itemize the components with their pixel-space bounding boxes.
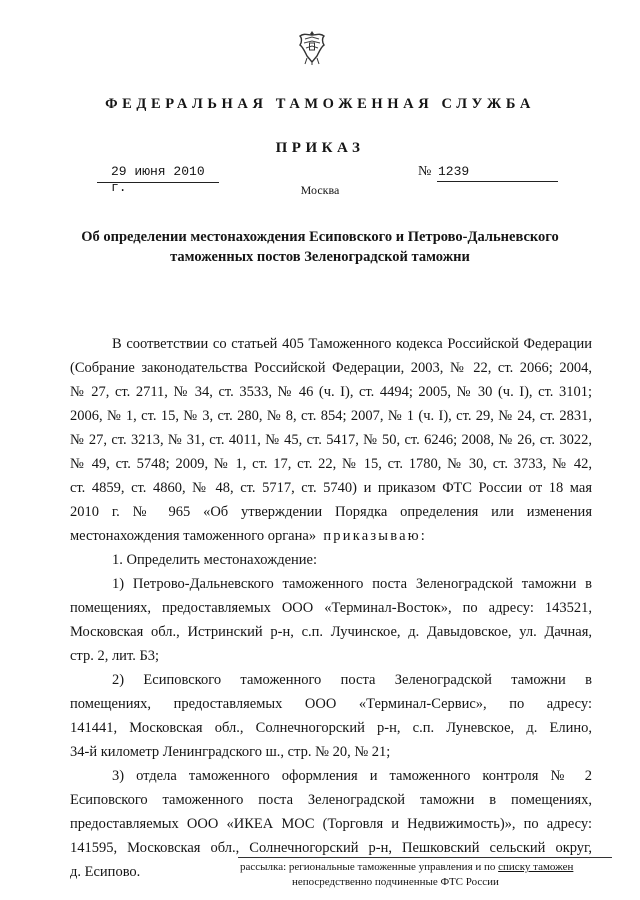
number-field (418, 164, 558, 182)
number-sign: № (418, 164, 432, 179)
body-line-order (70, 524, 592, 548)
order-word: приказываю: (323, 528, 427, 544)
item3-line: д. Есипово. (70, 864, 141, 880)
document-title (80, 228, 560, 267)
footer-line-1 (240, 860, 612, 875)
order-prefix: местонахождения таможенного органа» (70, 528, 317, 544)
title-line: Об определении местонахождения Есиповского и Петрово-Дальневского (81, 229, 559, 245)
item3-line: Есиповского таможенного поста Зеленоградской таможни в помещениях, (70, 792, 592, 808)
footer-underlined: списку таможен (498, 861, 574, 873)
item-heading: 1. Определить местонахождение: (112, 552, 318, 568)
agency-name: ФЕДЕРАЛЬНАЯ ТАМОЖЕННАЯ СЛУЖБА (105, 96, 535, 112)
item3-line: 141595, Московская обл., Солнечногорский р-н, Пешковский сельский округ, (70, 840, 592, 856)
distribution-footer (240, 860, 612, 890)
number-underline (437, 181, 558, 182)
item2-line: 2) Есиповского таможенного поста Зеленоградской таможни в (112, 672, 592, 688)
body-line: (Собрание законодательства Российской Федерации, 2003, № 22, ст. 2066; 2004, (70, 360, 592, 376)
body-line: 2010 г. № 965 «Об утверждении Порядка определения или изменения (70, 504, 592, 520)
document-date: 29 июня 2010 г. (111, 164, 205, 195)
body-line: В соответствии со статьей 405 Таможенного кодекса Российской Федерации (112, 336, 592, 352)
city: Москва (300, 183, 340, 197)
footer-prefix: рассылка: региональные таможенные управления и по (240, 861, 496, 873)
document-number: 1239 (438, 164, 470, 179)
document-type: ПРИКАЗ (275, 140, 365, 156)
item2-line: 141441, Московская обл., Солнечногорский р-н, с.п. Луневское, д. Елино, (70, 720, 592, 736)
date-field (97, 164, 219, 195)
item1-line: помещениях, предоставляемых ООО «Терминал-Восток», по адресу: 143521, (70, 600, 592, 616)
item1-line: стр. 2, лит. Б3; (70, 648, 160, 664)
body-line: ст. 4859, ст. 4860, № 48, ст. 5717, ст. 5740) и приказом ФТС России от 18 мая (70, 480, 592, 496)
item3-line: 3) отдела таможенного оформления и таможенного контроля № 2 (112, 768, 592, 784)
title-line: таможенных постов Зеленоградской таможни (170, 248, 470, 265)
item1-line: Московская обл., Истринский р-н, с.п. Лучинское, д. Давыдовское, ул. Дачная, (70, 624, 592, 640)
body-line: 2006, № 1, ст. 15, № 3, ст. 280, № 8, ст. 854; 2007, № 1 (ч. I), ст. 29, № 24, ст. 2831, (70, 408, 592, 424)
body-line: № 49, ст. 5748; 2009, № 1, ст. 17, ст. 22, № 15, ст. 1780, № 30, ст. 3733, № 42, (70, 456, 592, 472)
body-line: № 27, ст. 3213, № 31, ст. 4011, № 45, ст. 5417, № 50, ст. 6246; 2008, № 26, ст. 3022, (70, 432, 592, 448)
document-body (70, 332, 592, 884)
item3-line: предоставляемых ООО «ИКЕА МОС (Торговля и Недвижимость)», по адресу: (70, 816, 592, 832)
double-headed-eagle-emblem-icon (297, 28, 327, 66)
footer-line-2: непосредственно подчиненные ФТС России (292, 876, 499, 888)
footer-rule (238, 857, 612, 858)
item2-line: 34-й километр Ленинградского ш., стр. № 20, № 21; (70, 744, 391, 760)
item1-line: 1) Петрово-Дальневского таможенного поста Зеленоградской таможни в (112, 576, 592, 592)
body-line: № 27, ст. 2711, № 34, ст. 3533, № 46 (ч. I), ст. 4494; 2005, № 30 (ч. I), ст. 3101; (70, 384, 592, 400)
item2-line: помещениях, предоставляемых ООО «Терминал-Сервис», по адресу: (70, 696, 592, 712)
